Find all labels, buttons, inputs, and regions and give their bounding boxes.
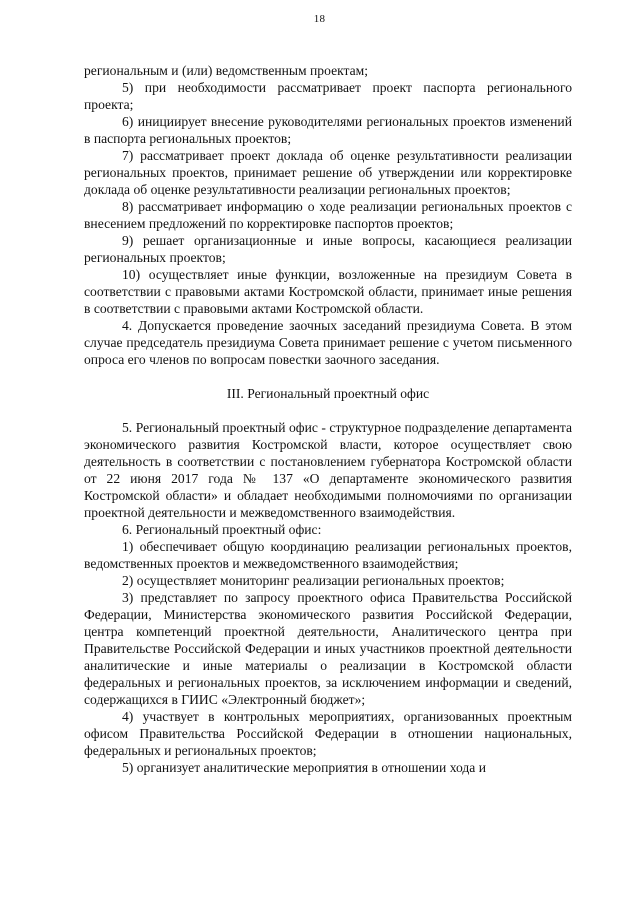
paragraph: 8) рассматривает информацию о ходе реализации региональных проектов с внесением предложений по корректировке паспортов проектов; <box>84 199 572 231</box>
paragraph: 6) инициирует внесение руководителями региональных проектов изменений в паспорта региональных проектов; <box>84 114 572 146</box>
paragraph: 10) осуществляет иные функции, возложенные на президиум Совета в соответствии с правовыми актами Костромской области, принимает иные решения в соответствии с правовыми актами Костромской области. <box>84 267 572 316</box>
paragraph: 5. Региональный проектный офис - структурное подразделение департамента экономического развития Костромской власти, которое осуществляет свою деятельность в соответствии с постановлением губернатора Костромской области от 22 июня 2017 года № 137 «О департаменте экономического развития Костромской области» и обладает необходимыми полномочиями по организации проектной деятельности и межведомственного взаимодействия. <box>84 420 572 520</box>
paragraph: 5) организует аналитические мероприятия в отношении хода и <box>122 760 487 775</box>
paragraph: 6. Региональный проектный офис: <box>122 522 322 537</box>
section-heading: III. Региональный проектный офис <box>226 386 430 401</box>
paragraph: 9) решает организационные и иные вопросы, касающиеся реализации региональных проектов; <box>84 233 572 265</box>
document-body <box>84 62 572 776</box>
paragraph: 4) участвует в контрольных мероприятиях, организованных проектным офисом Правительства Российской Федерации в отношении национальных, федеральных и региональных проектов; <box>84 709 572 758</box>
paragraph: 5) при необходимости рассматривает проект паспорта регионального проекта; <box>84 80 572 112</box>
page-number: 18 <box>313 13 326 25</box>
paragraph: 1) обеспечивает общую координацию реализации региональных проектов, ведомственных проектов и межведомственного взаимодействия; <box>84 539 572 571</box>
paragraph: 3) представляет по запросу проектного офиса Правительства Российской Федерации, Министерства экономического развития Российской Федерации, центра компетенций проектной деятельности, Аналитического центра при Правительстве Российской Федерации и иных участников проектной деятельности аналитические и иные материалы о реализации в Костромской области федеральных и региональных проектов, за исключением информации и сведений, содержащихся в ГИИС «Электронный бюджет»; <box>84 590 572 707</box>
paragraph: региональным и (или) ведомственным проектам; <box>84 63 369 78</box>
paragraph: 4. Допускается проведение заочных заседаний президиума Совета. В этом случае председатель президиума Совета принимает решение с учетом письменного опроса его членов по вопросам повестки заочного заседания. <box>84 318 572 367</box>
paragraph: 2) осуществляет мониторинг реализации региональных проектов; <box>122 573 505 588</box>
paragraph: 7) рассматривает проект доклада об оценке результативности реализации региональных проектов, принимает решение об утверждении или корректировке доклада об оценке результативности реализации региональных проектов; <box>84 148 572 197</box>
